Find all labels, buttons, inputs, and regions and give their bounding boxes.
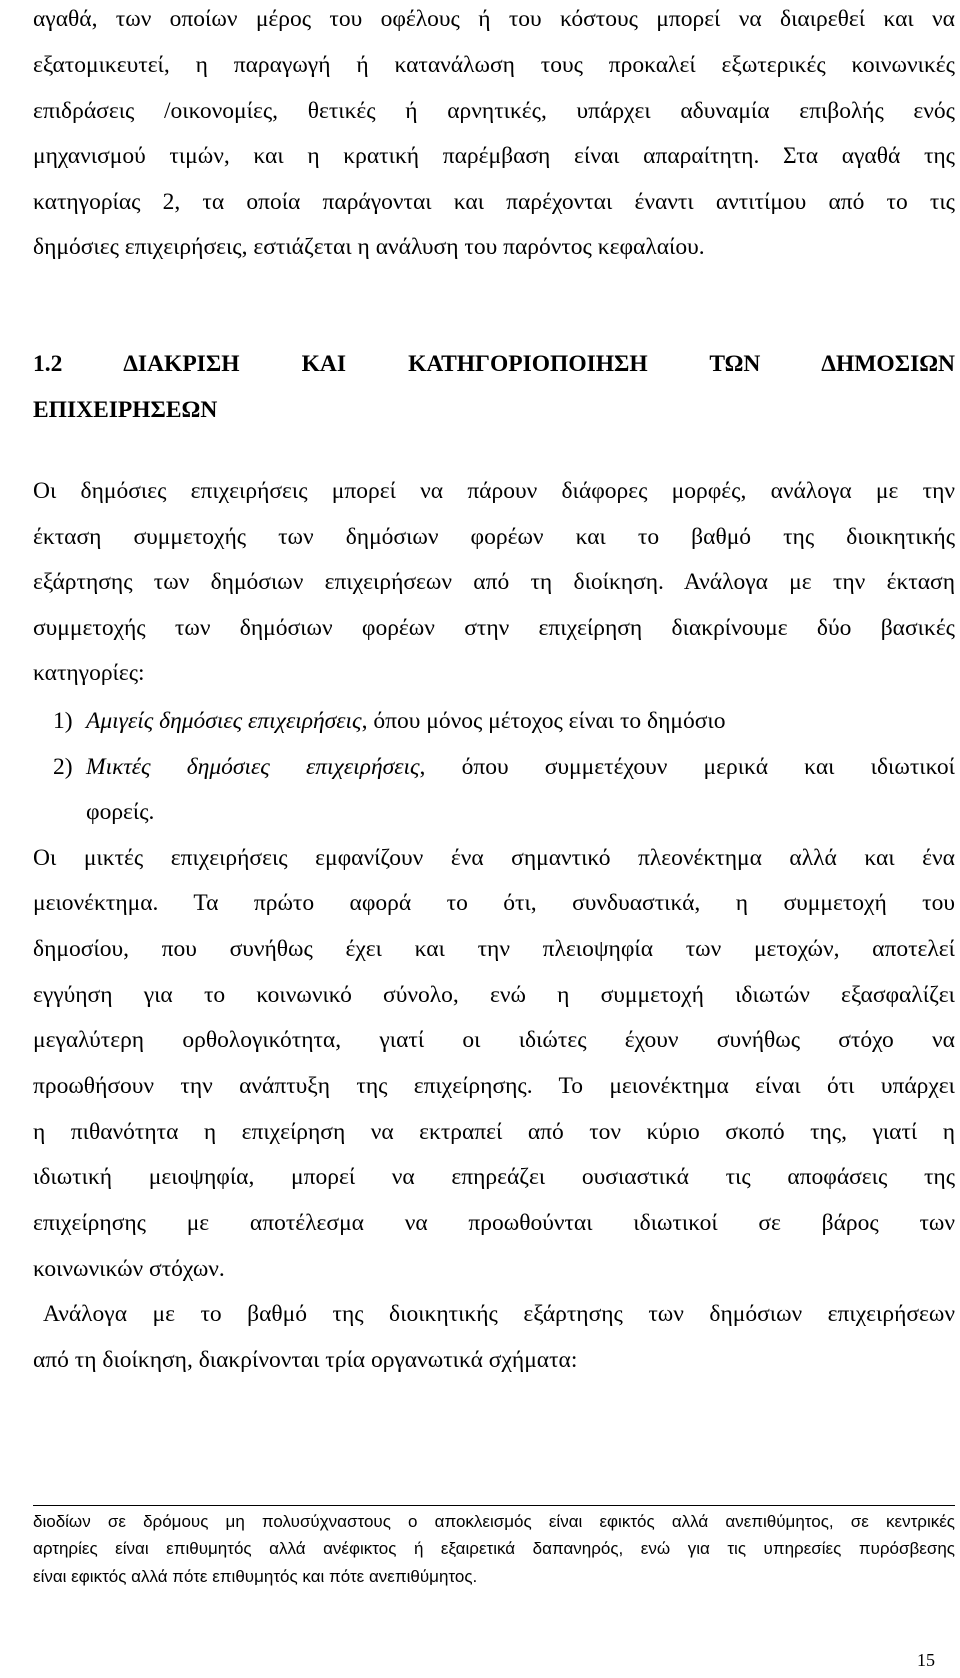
footnote-line: αρτηρίες είναι επιθυμητός αλλά ανέφικτος ή εξαιρετικά δαπανηρός, ενώ για τις υπηρεσίες πυρόσβεσης [33,1539,955,1558]
text-line: μηχανισμού τιμών, και η κρατική παρέμβαση είναι απαραίτητη. Στα αγαθά της [33,143,955,169]
list-item-description: , όπου μόνος μέτοχος είναι το δημόσιο [361,708,726,734]
list-item-description: , όπου συμμετέχουν μερικά και ιδιωτικοί [419,754,955,780]
text-line: εξάρτησης των δημόσιων επιχειρήσεων από τη διοίκηση. Ανάλογα με την έκταση [33,569,955,595]
text-line: δημόσιες επιχειρήσεις, εστιάζεται η ανάλυση του παρόντος κεφαλαίου. [33,234,705,260]
text-line: κατηγορίες: [33,660,145,686]
text-line: δημοσίου, που συνήθως έχει και την πλειοψηφία των μετοχών, αποτελεί [33,936,955,962]
page-number: 15 [917,1650,935,1670]
list-item-continuation: φορείς. [86,799,155,825]
section-heading-continued: ΕΠΙΧΕΙΡΗΣΕΩΝ [33,397,218,423]
text-line: εγγύηση για το κοινωνικό σύνολο, ενώ η συμμετοχή ιδιωτών εξασφαλίζει [33,982,955,1008]
text-line: μειονέκτημα. Τα πρώτο αφορά το ότι, συνδυαστικά, η συμμετοχή του [33,890,955,916]
text-line: κατηγορίας 2, τα οποία παράγονται και παρέχονται έναντι αντιτίμου από το τις [33,189,955,215]
text-line: επιδράσεις /οικονομίες, θετικές ή αρνητικές, υπάρχει αδυναμία επιβολής ενός [33,98,955,124]
text-line: επιχείρησης με αποτέλεσμα να προωθούνται ιδιωτικοί σε βάρος των [33,1210,955,1236]
text-line: έκταση συμμετοχής των δημόσιων φορέων και το βαθμό της διοικητικής [33,524,955,550]
footnote-line: διοδίων σε δρόμους μη πολυσύχναστους ο αποκλεισμός είναι εφικτός αλλά ανεπιθύμητος, σε κεντρικές [33,1512,955,1531]
text-line: αγαθά, των οποίων μέρος του οφέλους ή του κόστους μπορεί να διαιρεθεί και να [33,6,955,32]
list-item-number: 2) [53,754,73,780]
list-item-term: Μικτές δημόσιες επιχειρήσεις [86,754,420,780]
text-line: Οι μικτές επιχειρήσεις εμφανίζουν ένα σημαντικό πλεονέκτημα αλλά και ένα [33,845,955,871]
list-item-term: Αμιγείς δημόσιες επιχειρήσεις [86,708,362,734]
text-line: Ανάλογα με το βαθμό της διοικητικής εξάρτησης των δημόσιων επιχειρήσεων [43,1301,955,1327]
footnote-separator [33,1505,955,1506]
text-line: εξατομικευτεί, η παραγωγή ή κατανάλωση τους προκαλεί εξωτερικές κοινωνικές [33,52,955,78]
list-item [86,706,955,736]
text-line: προωθήσουν την ανάπτυξη της επιχείρησης. Το μειονέκτημα είναι ότι υπάρχει [33,1073,955,1099]
section-heading: 1.2 ΔΙΑΚΡΙΣΗ ΚΑΙ ΚΑΤΗΓΟΡΙΟΠΟΙΗΣΗ ΤΩΝ ΔΗΜΟΣΙΩΝ [33,351,955,377]
footnote-line: είναι εφικτός αλλά πότε επιθυμητός και πότε ανεπιθύμητος. [33,1567,478,1586]
list-item [86,752,955,782]
text-line: Οι δημόσιες επιχειρήσεις μπορεί να πάρουν διάφορες μορφές, ανάλογα με την [33,478,955,504]
text-line: κοινωνικών στόχων. [33,1256,225,1282]
text-line: μεγαλύτερη ορθολογικότητα, γιατί οι ιδιώτες έχουν συνήθως στόχο να [33,1027,955,1053]
list-item-number: 1) [53,708,73,734]
text-line: ιδιωτική μειοψηφία, μπορεί να επηρεάζει ουσιαστικά τις αποφάσεις της [33,1164,955,1190]
text-line: από τη διοίκηση, διακρίνονται τρία οργανωτικά σχήματα: [33,1347,578,1373]
text-line: συμμετοχής των δημόσιων φορέων στην επιχείρηση διακρίνουμε δύο βασικές [33,615,955,641]
text-line: η πιθανότητα η επιχείρηση να εκτραπεί από τον κύριο σκοπό της, γιατί η [33,1119,955,1145]
